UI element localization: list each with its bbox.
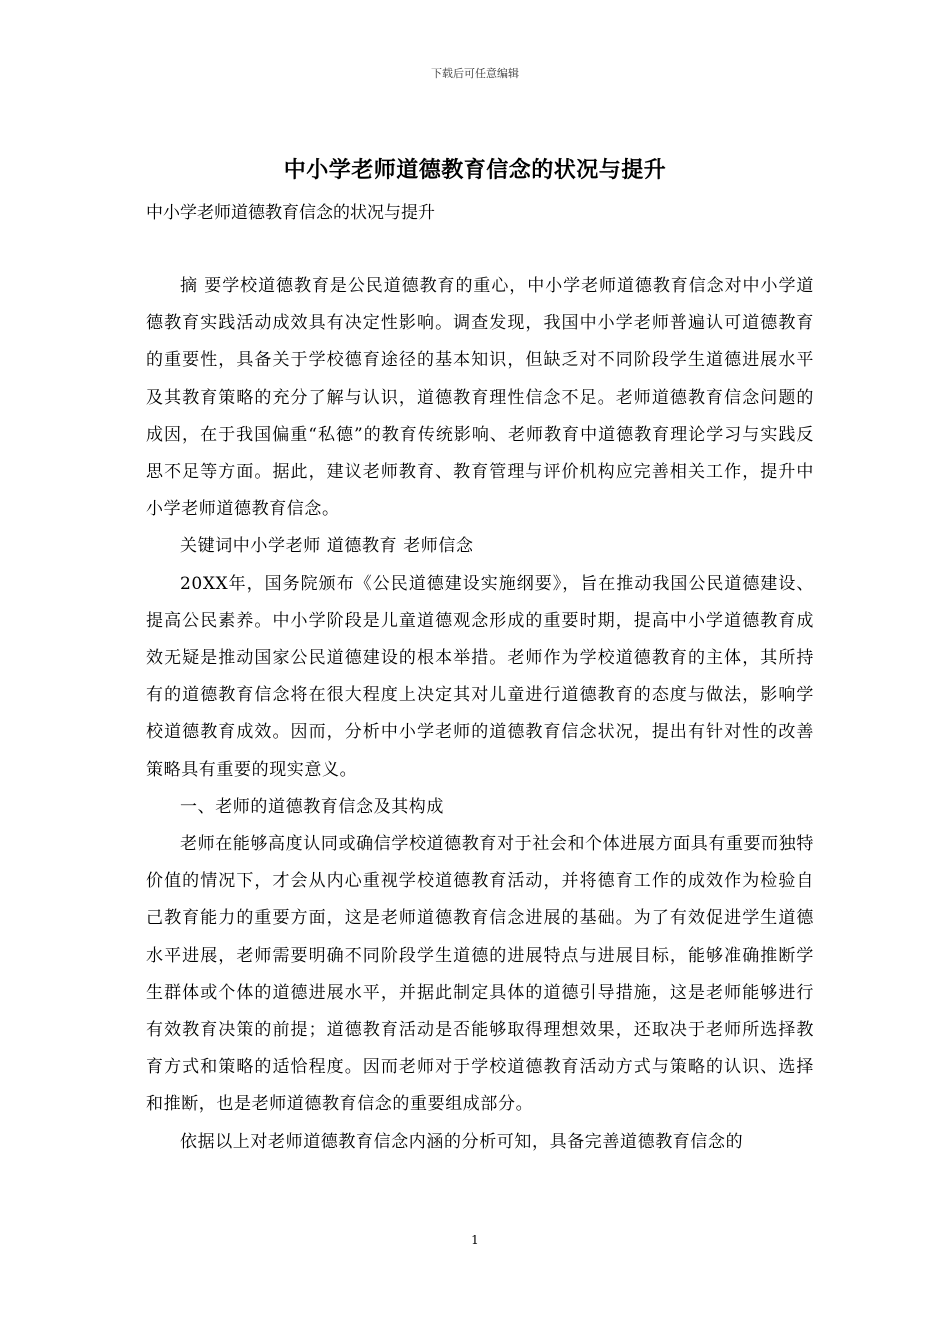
keywords-paragraph: 关键词中小学老师 道德教育 老师信念 — [180, 536, 474, 557]
document-body — [146, 268, 814, 1161]
body-paragraph: 依据以上对老师道德教育信念内涵的分析可知，具备完善道德教育信念的 — [180, 1131, 744, 1152]
section-heading: 一、老师的道德教育信念及其构成 — [180, 796, 444, 817]
document-subtitle: 中小学老师道德教育信念的状况与提升 — [146, 203, 435, 223]
header-note: 下载后可任意编辑 — [431, 67, 519, 80]
intro-paragraph: 20XX年，国务院颁布《公民道德建设实施纲要》，旨在推动我国公民道德建设、提高公民素养。中小学阶段是儿童道德观念形成的重要时期，提高中小学道德教育成效无疑是推动国家公民道德建设的根本举措。老师作为学校道德教育的主体，其所持有的道德教育信念将在很大程度上决定其对儿童进行道德教育的态度与做法，影响学校道德教育成效。因而，分析中小学老师的道德教育信念状况，提出有针对性的改善策略具有重要的现实意义。 — [146, 573, 814, 780]
abstract-paragraph: 摘 要学校道德教育是公民道德教育的重心，中小学老师道德教育信念对中小学道德教育实践活动成效具有决定性影响。调查发现，我国中小学老师普遍认可道德教育的重要性，具备关于学校德育途径的基本知识，但缺乏对不同阶段学生道德进展水平及其教育策略的充分了解与认识，道德教育理性信念不足。老师道德教育信念问题的成因，在于我国偏重“私德”的教育传统影响、老师教育中道德教育理论学习与实践反思不足等方面。据此，建议老师教育、教育管理与评价机构应完善相关工作，提升中小学老师道德教育信念。 — [146, 276, 814, 520]
body-paragraph: 老师在能够高度认同或确信学校道德教育对于社会和个体进展方面具有重要而独特价值的情况下，才会从内心重视学校道德教育活动，并将德育工作的成效作为检验自己教育能力的重要方面，这是老师道德教育信念进展的基础。为了有效促进学生道德水平进展，老师需要明确不同阶段学生道德的进展特点与进展目标，能够准确推断学生群体或个体的道德进展水平，并据此制定具体的道德引导措施，这是老师能够进行有效教育决策的前提；道德教育活动是否能够取得理想效果，还取决于老师所选择教育方式和策略的适恰程度。因而老师对于学校道德教育活动方式与策略的认识、选择和推断，也是老师道德教育信念的重要组成部分。 — [146, 834, 814, 1115]
page-number: 1 — [471, 1233, 479, 1247]
document-title: 中小学老师道德教育信念的状况与提升 — [283, 157, 667, 183]
